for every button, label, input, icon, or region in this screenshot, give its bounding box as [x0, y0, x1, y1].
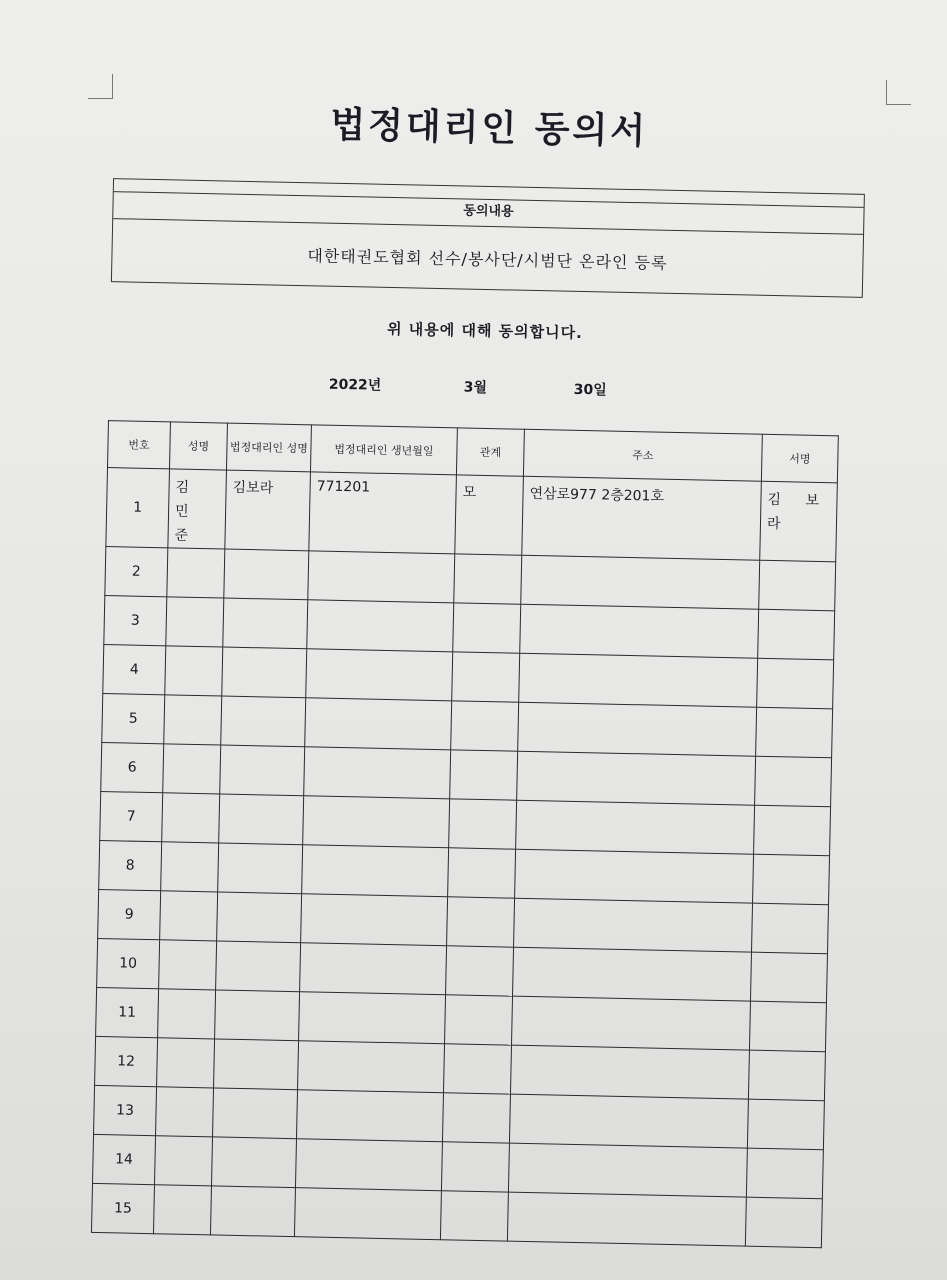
cell-number: 1 — [106, 468, 170, 548]
cell-signature — [754, 805, 831, 856]
cell-guardian-birthdate — [294, 1188, 441, 1240]
cell-address — [513, 947, 752, 1001]
cell-signature — [748, 1050, 825, 1101]
cell-guardian-name — [210, 1186, 295, 1237]
cell-relation — [445, 995, 513, 1045]
cell-name — [159, 940, 217, 990]
cell-guardian-birthdate — [308, 551, 455, 603]
document-page — [86, 82, 870, 1248]
cell-relation — [452, 652, 520, 702]
cell-name — [165, 646, 223, 696]
cell-guardian-name — [215, 990, 300, 1041]
cell-number: 10 — [97, 938, 160, 988]
cell-signature — [750, 952, 827, 1003]
cell-guardian-name — [221, 696, 306, 747]
consent-content-body: 대한태권도협회 선수/봉사단/시범단 온라인 등록 — [307, 246, 668, 273]
cell-address — [510, 1045, 749, 1099]
cell-guardian-birthdate — [300, 943, 447, 995]
cell-guardian-name — [216, 941, 301, 992]
cell-signature — [752, 903, 829, 954]
cell-number: 9 — [98, 889, 161, 939]
cell-name — [162, 793, 220, 843]
cell-guardian-birthdate — [307, 600, 454, 652]
cell-name — [161, 842, 219, 892]
document-title: 법정대리인 동의서 — [329, 103, 649, 153]
cell-relation — [454, 554, 522, 604]
cell-guardian-birthdate: 771201 — [309, 472, 457, 554]
cell-name — [157, 1038, 215, 1088]
cell-guardian-name — [224, 549, 309, 600]
cell-guardian-birthdate — [304, 747, 451, 799]
header-guardian-name: 법정대리인 성명 — [226, 423, 311, 472]
cell-guardian-birthdate — [301, 894, 448, 946]
cell-address — [520, 604, 759, 658]
cell-signature — [753, 854, 830, 905]
cell-address — [521, 555, 760, 609]
cell-signature — [758, 609, 835, 660]
cell-number: 13 — [94, 1085, 157, 1135]
cell-name: 김 민 준 — [168, 469, 227, 549]
cell-guardian-birthdate — [302, 845, 449, 897]
cell-guardian-name — [222, 647, 307, 698]
cell-guardian-birthdate — [306, 649, 453, 701]
cell-relation — [446, 946, 514, 996]
guardian-roster-table — [91, 420, 839, 1248]
header-guardian-birthdate: 법정대리인 생년월일 — [310, 425, 457, 475]
consent-content-header: 동의내용 — [113, 191, 863, 235]
date-month: 3월 — [463, 379, 488, 397]
cell-guardian-name — [218, 843, 303, 894]
cell-signature — [755, 756, 832, 807]
agreement-statement: 위 내용에 대해 동의합니다. — [386, 319, 583, 342]
cell-address: 연삼로977 2층201호 — [522, 476, 762, 560]
cell-guardian-birthdate — [303, 796, 450, 848]
cell-relation: 모 — [455, 475, 524, 555]
cell-name — [167, 548, 225, 598]
cell-number: 3 — [104, 596, 167, 646]
cell-guardian-birthdate — [305, 698, 452, 750]
cell-guardian-birthdate — [296, 1090, 443, 1142]
cell-address — [508, 1143, 747, 1197]
cell-signature — [757, 658, 834, 709]
cell-number: 11 — [96, 987, 159, 1037]
cell-number: 12 — [95, 1036, 158, 1086]
cell-name — [160, 891, 218, 941]
cell-guardian-birthdate — [295, 1139, 442, 1191]
cell-signature — [747, 1099, 824, 1150]
cell-address — [512, 996, 751, 1050]
cell-number: 6 — [101, 743, 164, 793]
cell-relation — [440, 1191, 508, 1241]
header-signature: 서명 — [761, 434, 838, 483]
cell-address — [514, 898, 753, 952]
header-relation: 관계 — [456, 428, 524, 476]
header-name: 성명 — [169, 422, 227, 470]
cell-guardian-name: 김보라 — [225, 470, 311, 551]
cell-signature — [756, 707, 833, 758]
cell-guardian-name — [219, 794, 304, 845]
cell-guardian-birthdate — [299, 992, 446, 1044]
cell-relation — [448, 848, 516, 898]
header-number: 번호 — [108, 421, 171, 469]
cell-guardian-name — [223, 598, 308, 649]
cell-guardian-name — [211, 1137, 296, 1188]
cell-relation — [442, 1093, 510, 1143]
cell-address — [518, 702, 757, 756]
cell-name — [153, 1185, 211, 1235]
cell-signature — [746, 1148, 823, 1199]
cell-signature — [749, 1001, 826, 1052]
cell-relation — [450, 750, 518, 800]
cell-signature — [745, 1197, 822, 1248]
cell-signature: 김 보 라 — [760, 481, 838, 562]
cell-address — [509, 1094, 748, 1148]
cell-guardian-name — [214, 1039, 299, 1090]
cell-relation — [441, 1142, 509, 1192]
cell-guardian-name — [220, 745, 305, 796]
cell-name — [163, 744, 221, 794]
cell-name — [166, 597, 224, 647]
consent-content-box — [111, 178, 865, 298]
header-address: 주소 — [523, 429, 762, 481]
cell-address — [515, 849, 754, 903]
consent-date — [328, 374, 649, 399]
cell-number: 5 — [102, 694, 165, 744]
cell-number: 4 — [103, 645, 166, 695]
table-row — [106, 468, 837, 562]
cell-guardian-birthdate — [298, 1041, 445, 1093]
cell-number: 2 — [105, 547, 168, 597]
cell-relation — [453, 603, 521, 653]
cell-relation — [443, 1044, 511, 1094]
table-body — [91, 468, 837, 1248]
cell-guardian-name — [213, 1088, 298, 1139]
cell-number: 15 — [91, 1183, 154, 1233]
cell-address — [507, 1192, 746, 1246]
cell-address — [516, 800, 755, 854]
date-day: 30일 — [573, 381, 607, 399]
cell-number: 7 — [100, 792, 163, 842]
cell-name — [156, 1087, 214, 1137]
date-year: 2022년 — [328, 376, 382, 394]
cell-signature — [759, 560, 836, 611]
page-corner-mark — [886, 80, 911, 105]
cell-address — [517, 751, 756, 805]
cell-guardian-name — [217, 892, 302, 943]
cell-address — [519, 653, 758, 707]
cell-relation — [447, 897, 515, 947]
cell-name — [158, 989, 216, 1039]
cell-name — [155, 1136, 213, 1186]
cell-name — [164, 695, 222, 745]
cell-number: 8 — [99, 840, 162, 890]
cell-relation — [449, 799, 517, 849]
cell-number: 14 — [93, 1134, 156, 1184]
cell-relation — [451, 701, 519, 751]
